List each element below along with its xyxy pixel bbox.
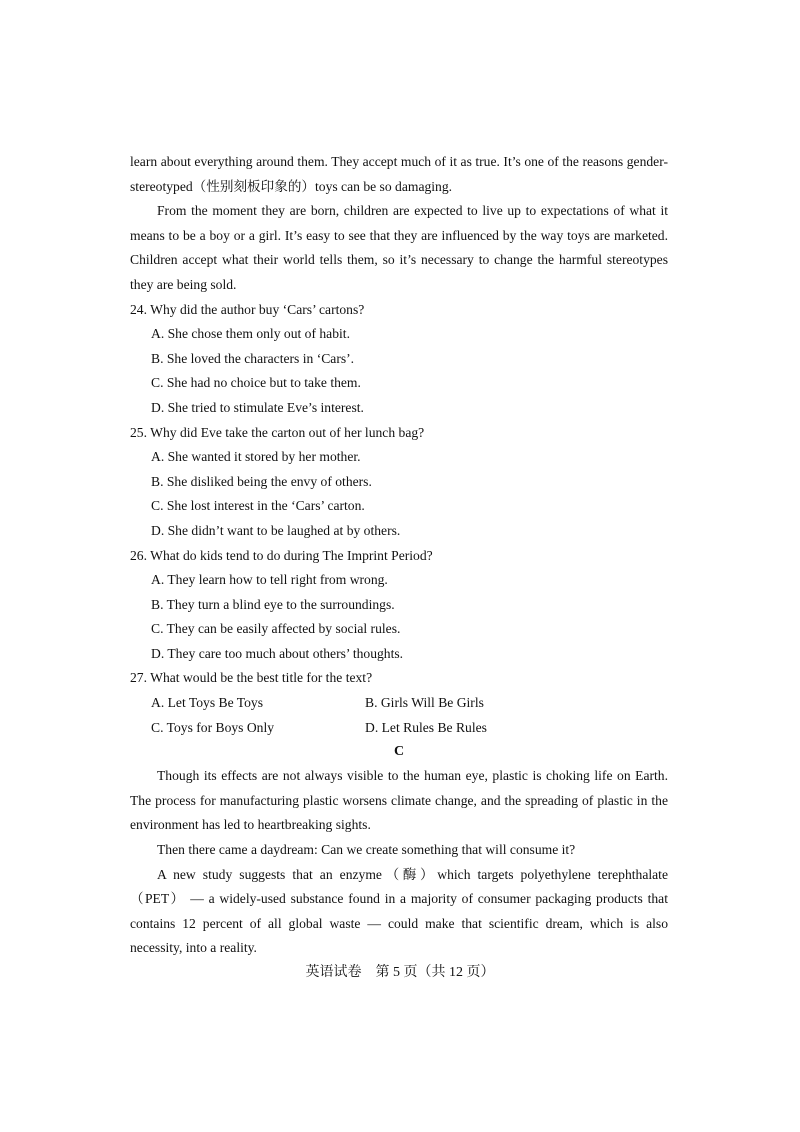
question-stem: 26. What do kids tend to do during The Imprint Period? (130, 547, 433, 563)
option-b: B. Girls Will Be Girls (365, 695, 484, 711)
option-b: B. She loved the characters in ‘Cars’. (151, 350, 355, 366)
option-c: C. She lost interest in the ‘Cars’ carton. (151, 498, 365, 514)
option-a: A. She chose them only out of habit. (151, 326, 350, 342)
option-c: C. She had no choice but to take them. (151, 375, 361, 391)
passage-paragraph: learn about everything around them. They accept much of it as true. It’s one of the reasons gender-stereotyped（性别刻板印象的）toys can be so damaging. (130, 154, 668, 194)
passage-paragraph: From the moment they are born, children are expected to live up to expectations of what it means to be a boy or a girl. It’s easy to see that they are influenced by the way toys are marketed. Children accept what their world tells them, so it’s necessary to change the harmful stereotypes they are being sold. (130, 203, 668, 292)
question-stem: 25. Why did Eve take the carton out of her lunch bag? (130, 424, 425, 440)
option-b: B. They turn a blind eye to the surroundings. (151, 596, 395, 612)
question-stem: 27. What would be the best title for the text? (130, 670, 373, 686)
question-25 (130, 421, 668, 544)
section-heading: C (393, 744, 405, 760)
option-row (130, 691, 668, 716)
question-26 (130, 544, 668, 667)
option-a: A. She wanted it stored by her mother. (151, 449, 361, 465)
option-c: C. Toys for Boys Only (151, 719, 275, 735)
option-d: D. She didn’t want to be laughed at by others. (151, 522, 401, 538)
option-d: D. Let Rules Be Rules (365, 719, 487, 735)
question-stem: 24. Why did the author buy ‘Cars’ cartons? (130, 301, 365, 317)
page-content (130, 150, 668, 961)
passage-paragraph: Though its effects are not always visible to the human eye, plastic is choking life on Earth. The process for manufacturing plastic worsens climate change, and the spreading of plastic in the environment has led to heartbreaking sights. (130, 768, 668, 833)
option-d: D. They care too much about others’ thoughts. (151, 645, 404, 661)
option-a: A. They learn how to tell right from wrong. (151, 572, 388, 588)
option-row (130, 716, 668, 741)
option-a: A. Let Toys Be Toys (151, 695, 264, 711)
option-d: D. She tried to stimulate Eve’s interest. (151, 399, 364, 415)
passage-paragraph: A new study suggests that an enzyme（酶）which targets polyethylene terephthalate（PET） — a widely-used substance found in a majority of consumer packaging products that contains 12 percent of all global waste — could make that scientific dream, which is also necessity, into a reality. (130, 866, 668, 956)
passage-paragraph: Then there came a daydream: Can we create something that will consume it? (157, 842, 576, 858)
page-footer: 英语试卷 第 5 页（共 12 页） (305, 965, 495, 980)
question-27 (130, 666, 668, 740)
option-c: C. They can be easily affected by social rules. (151, 621, 401, 637)
option-b: B. She disliked being the envy of others. (151, 473, 372, 489)
question-24 (130, 298, 668, 421)
